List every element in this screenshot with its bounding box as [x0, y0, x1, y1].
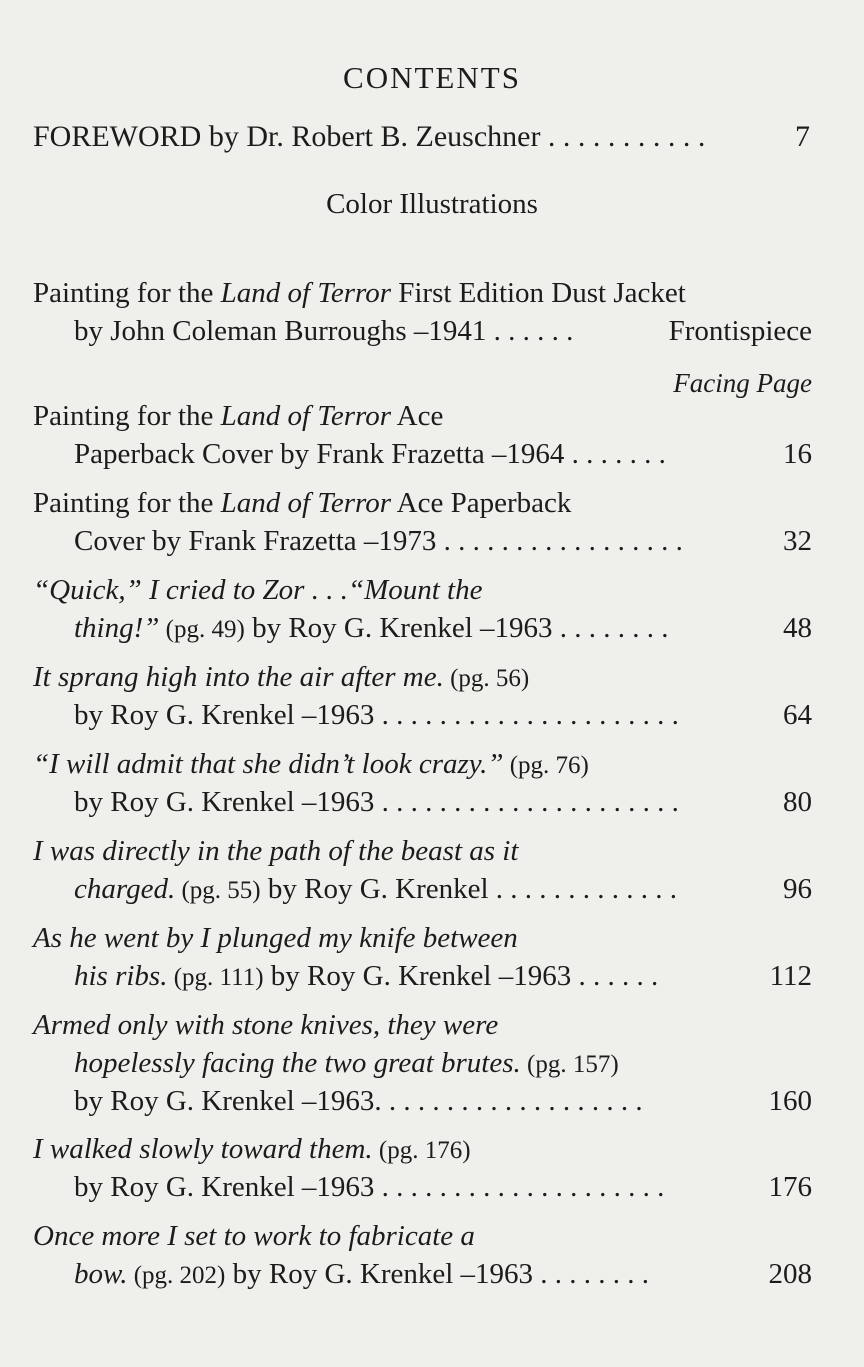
entry-0-page: Frontispiece	[668, 315, 812, 347]
entry-3-line-1: “Quick,” I cried to Zor . . .“Mount the	[33, 574, 483, 606]
entry-2-line-1: Painting for the Land of Terror Ace Paperback	[33, 487, 572, 519]
entry-10-page: 208	[768, 1258, 812, 1290]
entry-10-line-2: bow. (pg. 202) by Roy G. Krenkel –1963 . . . . . . . .	[74, 1258, 650, 1290]
entry-5-page: 80	[783, 786, 812, 818]
entry-4-line-1: It sprang high into the air after me. (pg. 56)	[33, 661, 530, 693]
entry-6-line-2: charged. (pg. 55) by Roy G. Krenkel . . . . . . . . . . . . .	[74, 873, 678, 905]
entry-10-line-1: Once more I set to work to fabricate a	[33, 1220, 475, 1252]
entry-8-line-1: Armed only with stone knives, they were	[33, 1009, 499, 1041]
entry-9-line-1: I walked slowly toward them. (pg. 176)	[33, 1133, 471, 1165]
entry-1-page: 16	[783, 438, 812, 470]
entry-2-page: 32	[783, 525, 812, 557]
entry-0-line-2: by John Coleman Burroughs –1941 . . . . . .	[74, 315, 574, 347]
entry-3-page: 48	[783, 612, 812, 644]
entry-8-page: 160	[768, 1085, 812, 1117]
entry-7-page: 112	[769, 960, 812, 992]
entry-7-line-2: his ribs. (pg. 111) by Roy G. Krenkel –1963 . . . . . .	[74, 960, 659, 992]
entry-4-line-2: by Roy G. Krenkel –1963 . . . . . . . . . . . . . . . . . . . . .	[74, 699, 679, 731]
foreword-entry: FOREWORD by Dr. Robert B. Zeuschner . . . . . . . . . . .	[33, 120, 706, 153]
entry-5-line-2: by Roy G. Krenkel –1963 . . . . . . . . . . . . . . . . . . . . .	[74, 786, 679, 818]
entry-9-page: 176	[768, 1171, 812, 1203]
entry-2-line-2: Cover by Frank Frazetta –1973 . . . . . . . . . . . . . . . . .	[74, 525, 683, 557]
entry-6-line-1: I was directly in the path of the beast as it	[33, 835, 519, 867]
contents-title: CONTENTS	[343, 60, 521, 95]
entry-7-line-1: As he went by I plunged my knife between	[33, 922, 518, 954]
entry-8-line-3: by Roy G. Krenkel –1963. . . . . . . . . . . . . . . . . . .	[74, 1085, 643, 1117]
section-heading: Color Illustrations	[326, 188, 538, 220]
facing-page-label: Facing Page	[673, 368, 812, 398]
entry-8-line-2: hopelessly facing the two great brutes. (pg. 157)	[74, 1047, 619, 1079]
entry-1-line-2: Paperback Cover by Frank Frazetta –1964 . . . . . . .	[74, 438, 666, 470]
entry-4-page: 64	[783, 699, 812, 731]
entry-6-page: 96	[783, 873, 812, 905]
foreword-page-number: 7	[795, 120, 810, 153]
entry-9-line-2: by Roy G. Krenkel –1963 . . . . . . . . . . . . . . . . . . . .	[74, 1171, 665, 1203]
entry-0-line-1: Painting for the Land of Terror First Edition Dust Jacket	[33, 277, 686, 309]
entry-1-line-1: Painting for the Land of Terror Ace	[33, 400, 444, 432]
entry-3-line-2: thing!” (pg. 49) by Roy G. Krenkel –1963 . . . . . . . .	[74, 612, 669, 644]
entry-5-line-1: “I will admit that she didn’t look crazy.” (pg. 76)	[33, 748, 589, 780]
